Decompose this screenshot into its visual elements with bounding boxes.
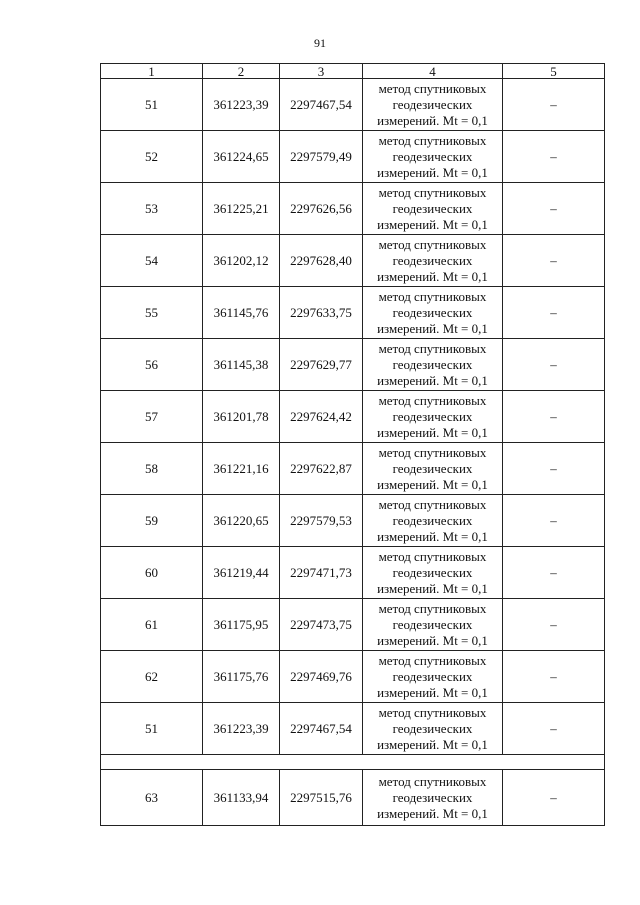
method-line: метод спутниковых (378, 340, 487, 356)
method-cell (363, 443, 503, 495)
method-cell (363, 547, 503, 599)
y-coordinate-cell: 2297629,77 (280, 339, 363, 391)
note-cell: – (503, 703, 605, 755)
point-number-cell: 58 (101, 443, 203, 495)
y-coordinate-cell: 2297579,49 (280, 131, 363, 183)
note-cell: – (503, 131, 605, 183)
point-number-cell: 63 (101, 770, 203, 826)
method-line: метод спутниковых (378, 548, 487, 564)
method-cell (363, 183, 503, 235)
method-line: метод спутниковых (378, 288, 487, 304)
note-cell: – (503, 391, 605, 443)
x-coordinate-cell: 361202,12 (203, 235, 280, 287)
method-cell (363, 79, 503, 131)
x-coordinate-cell: 361175,95 (203, 599, 280, 651)
method-line: геодезических (392, 96, 473, 112)
method-line: измерений. Mt = 0,1 (377, 805, 488, 821)
method-line: измерений. Mt = 0,1 (377, 736, 488, 752)
spacer-cell (101, 755, 605, 770)
x-coordinate-cell: 361225,21 (203, 183, 280, 235)
note-cell: – (503, 339, 605, 391)
table-row (101, 79, 605, 131)
method-line: геодезических (392, 512, 473, 528)
method-cell (363, 235, 503, 287)
y-coordinate-cell: 2297467,54 (280, 79, 363, 131)
table-row (101, 651, 605, 703)
method-line: измерений. Mt = 0,1 (377, 216, 488, 232)
method-line: метод спутниковых (378, 773, 487, 789)
point-number-cell: 60 (101, 547, 203, 599)
table-row (101, 599, 605, 651)
x-coordinate-cell: 361221,16 (203, 443, 280, 495)
page-number: 91 (314, 36, 326, 50)
x-coordinate-cell: 361145,38 (203, 339, 280, 391)
y-coordinate-cell: 2297579,53 (280, 495, 363, 547)
table-row (101, 770, 605, 826)
y-coordinate-cell: 2297633,75 (280, 287, 363, 339)
point-number-cell: 52 (101, 131, 203, 183)
header-cell-3: 3 (280, 64, 363, 79)
table-row (101, 443, 605, 495)
y-coordinate-cell: 2297469,76 (280, 651, 363, 703)
method-line: метод спутниковых (378, 392, 487, 408)
table-row (101, 339, 605, 391)
point-number-cell: 62 (101, 651, 203, 703)
method-line: измерений. Mt = 0,1 (377, 476, 488, 492)
method-line: метод спутниковых (378, 80, 487, 96)
method-line: измерений. Mt = 0,1 (377, 528, 488, 544)
method-cell (363, 599, 503, 651)
x-coordinate-cell: 361223,39 (203, 79, 280, 131)
table-row (101, 287, 605, 339)
note-cell: – (503, 547, 605, 599)
y-coordinate-cell: 2297626,56 (280, 183, 363, 235)
coordinates-table (100, 63, 605, 826)
method-line: геодезических (392, 304, 473, 320)
method-cell (363, 651, 503, 703)
y-coordinate-cell: 2297467,54 (280, 703, 363, 755)
x-coordinate-cell: 361224,65 (203, 131, 280, 183)
note-cell: – (503, 443, 605, 495)
method-cell (363, 131, 503, 183)
y-coordinate-cell: 2297471,73 (280, 547, 363, 599)
x-coordinate-cell: 361145,76 (203, 287, 280, 339)
table-row (101, 495, 605, 547)
method-line: геодезических (392, 460, 473, 476)
point-number-cell: 57 (101, 391, 203, 443)
table-row (101, 703, 605, 755)
note-cell: – (503, 79, 605, 131)
method-line: измерений. Mt = 0,1 (377, 372, 488, 388)
method-line: геодезических (392, 789, 473, 805)
method-cell (363, 287, 503, 339)
header-cell-4: 4 (363, 64, 503, 79)
table-row (101, 391, 605, 443)
x-coordinate-cell: 361133,94 (203, 770, 280, 826)
method-line: геодезических (392, 200, 473, 216)
table-row (101, 183, 605, 235)
table-row (101, 131, 605, 183)
point-number-cell: 51 (101, 703, 203, 755)
method-line: измерений. Mt = 0,1 (377, 164, 488, 180)
y-coordinate-cell: 2297515,76 (280, 770, 363, 826)
x-coordinate-cell: 361220,65 (203, 495, 280, 547)
note-cell: – (503, 651, 605, 703)
x-coordinate-cell: 361223,39 (203, 703, 280, 755)
y-coordinate-cell: 2297624,42 (280, 391, 363, 443)
header-cell-5: 5 (503, 64, 605, 79)
method-line: измерений. Mt = 0,1 (377, 632, 488, 648)
note-cell: – (503, 599, 605, 651)
method-cell (363, 703, 503, 755)
header-row (101, 64, 605, 79)
note-cell: – (503, 235, 605, 287)
method-line: геодезических (392, 720, 473, 736)
method-line: метод спутниковых (378, 184, 487, 200)
method-line: геодезических (392, 616, 473, 632)
method-line: геодезических (392, 148, 473, 164)
method-line: метод спутниковых (378, 236, 487, 252)
x-coordinate-cell: 361201,78 (203, 391, 280, 443)
note-cell: – (503, 287, 605, 339)
table-row (101, 547, 605, 599)
method-line: измерений. Mt = 0,1 (377, 580, 488, 596)
note-cell: – (503, 495, 605, 547)
method-line: метод спутниковых (378, 496, 487, 512)
method-line: геодезических (392, 564, 473, 580)
header-cell-2: 2 (203, 64, 280, 79)
point-number-cell: 61 (101, 599, 203, 651)
method-line: геодезических (392, 356, 473, 372)
y-coordinate-cell: 2297473,75 (280, 599, 363, 651)
method-line: геодезических (392, 408, 473, 424)
y-coordinate-cell: 2297628,40 (280, 235, 363, 287)
method-line: метод спутниковых (378, 600, 487, 616)
method-line: метод спутниковых (378, 652, 487, 668)
method-line: измерений. Mt = 0,1 (377, 268, 488, 284)
method-cell (363, 339, 503, 391)
x-coordinate-cell: 361219,44 (203, 547, 280, 599)
method-cell (363, 495, 503, 547)
method-cell (363, 770, 503, 826)
point-number-cell: 56 (101, 339, 203, 391)
point-number-cell: 59 (101, 495, 203, 547)
point-number-cell: 51 (101, 79, 203, 131)
method-line: метод спутниковых (378, 132, 487, 148)
method-line: метод спутниковых (378, 444, 487, 460)
method-line: измерений. Mt = 0,1 (377, 684, 488, 700)
method-line: метод спутниковых (378, 704, 487, 720)
note-cell: – (503, 770, 605, 826)
method-line: измерений. Mt = 0,1 (377, 424, 488, 440)
method-line: геодезических (392, 668, 473, 684)
x-coordinate-cell: 361175,76 (203, 651, 280, 703)
spacer-row (101, 755, 605, 770)
method-line: измерений. Mt = 0,1 (377, 112, 488, 128)
method-line: геодезических (392, 252, 473, 268)
table-row (101, 235, 605, 287)
method-cell (363, 391, 503, 443)
y-coordinate-cell: 2297622,87 (280, 443, 363, 495)
point-number-cell: 55 (101, 287, 203, 339)
point-number-cell: 54 (101, 235, 203, 287)
header-cell-1: 1 (101, 64, 203, 79)
point-number-cell: 53 (101, 183, 203, 235)
note-cell: – (503, 183, 605, 235)
method-line: измерений. Mt = 0,1 (377, 320, 488, 336)
